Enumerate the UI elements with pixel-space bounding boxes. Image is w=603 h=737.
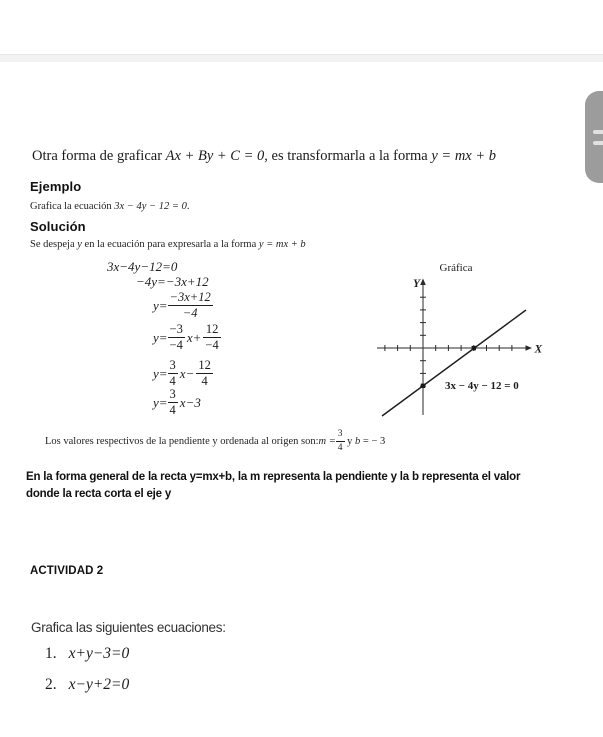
graph-figure [370, 253, 550, 423]
menu-icon [593, 141, 603, 145]
conclusion-text: = − 3 [360, 435, 386, 447]
item-equation: x+y−3=0 [68, 645, 130, 662]
conclusion-text: Los valores respectivos de la pendiente y ordenada al origen son: [45, 435, 319, 447]
fraction-bar [336, 441, 345, 442]
line-equation-label: 3x − 4y − 12 = 0 [445, 380, 519, 392]
equation-step-2: −4y=−3x+12 [136, 274, 209, 289]
solution-intro: Se despeja y en la ecuación para expresarla a la forma y = mx + b [30, 239, 306, 250]
example-heading: Ejemplo [30, 179, 82, 194]
fraction-numerator: 3 [169, 358, 176, 372]
x-axis [377, 345, 529, 351]
equation-step-5 [153, 359, 213, 388]
activity-item [45, 676, 129, 694]
item-number: 2. [45, 676, 57, 693]
fraction [203, 323, 220, 352]
note-line: En la forma general de la recta y=mx+b, la m representa la pendiente y la b representa el valor [26, 471, 521, 483]
fraction-numerator: 3 [169, 387, 176, 401]
graph-title: Gráfica [439, 262, 473, 274]
fraction-denominator: 4 [169, 403, 176, 417]
fraction-numerator: 12 [198, 358, 211, 372]
fraction-denominator: −4 [205, 338, 219, 352]
equation-step-4 [153, 323, 221, 352]
fraction-denominator: 4 [169, 374, 176, 388]
equation-step-6 [153, 388, 203, 417]
step-lhs: y= [153, 298, 168, 313]
plotted-line [382, 310, 526, 416]
fraction [196, 359, 213, 388]
step-operator: x+ [186, 330, 202, 345]
fraction-numerator: 3 [337, 429, 343, 439]
page-break-divider [0, 54, 603, 62]
step-rhs: x−3 [179, 395, 201, 410]
fraction [168, 291, 213, 320]
conclusion-line [45, 429, 385, 453]
activity-item [45, 645, 129, 663]
step-lhs: y= [153, 366, 168, 381]
y-axis-label: Y [412, 278, 420, 290]
item-number: 1. [45, 645, 57, 662]
solution-heading: Solución [30, 219, 86, 234]
fraction-denominator: 4 [201, 374, 208, 388]
slope-variable: m = [318, 435, 336, 447]
equation-step-1: 3x−4y−12=0 [107, 259, 178, 274]
x-intercept-point [472, 346, 476, 350]
fraction [168, 388, 178, 417]
y-intercept-point [421, 384, 425, 388]
y-axis-arrow [420, 279, 426, 286]
intercept-variable: b [355, 435, 361, 447]
fraction-numerator: −3x+12 [169, 290, 211, 304]
fraction [168, 359, 178, 388]
activity-heading: ACTIVIDAD 2 [30, 565, 104, 577]
drawer-handle-tab[interactable] [585, 91, 603, 183]
x-axis-label: X [534, 343, 543, 356]
equation-step-3 [153, 291, 213, 320]
step-operator: x− [179, 366, 195, 381]
item-equation: x−y+2=0 [68, 676, 130, 693]
fraction [336, 429, 345, 453]
menu-icon [593, 130, 603, 134]
fraction [168, 323, 185, 352]
step-lhs: y= [153, 395, 168, 410]
fraction-denominator: 4 [337, 442, 343, 453]
step-lhs: y= [153, 330, 168, 345]
general-form-note [26, 469, 520, 502]
fraction-numerator: −3 [169, 322, 183, 336]
activity-prompt: Grafica las siguientes ecuaciones: [31, 620, 226, 635]
fraction-numerator: 12 [205, 322, 219, 336]
fraction-denominator: −4 [182, 306, 198, 320]
example-task: Grafica la ecuación 3x − 4y − 12 = 0. [30, 201, 190, 212]
note-line: donde la recta corta el eje y [26, 487, 172, 500]
x-axis-arrow [526, 345, 533, 351]
conclusion-text: y [344, 435, 356, 447]
fraction-denominator: −4 [169, 338, 183, 352]
intro-paragraph: Otra forma de graficar Ax + By + C = 0, es transformarla a la forma y = mx + b [32, 148, 497, 164]
